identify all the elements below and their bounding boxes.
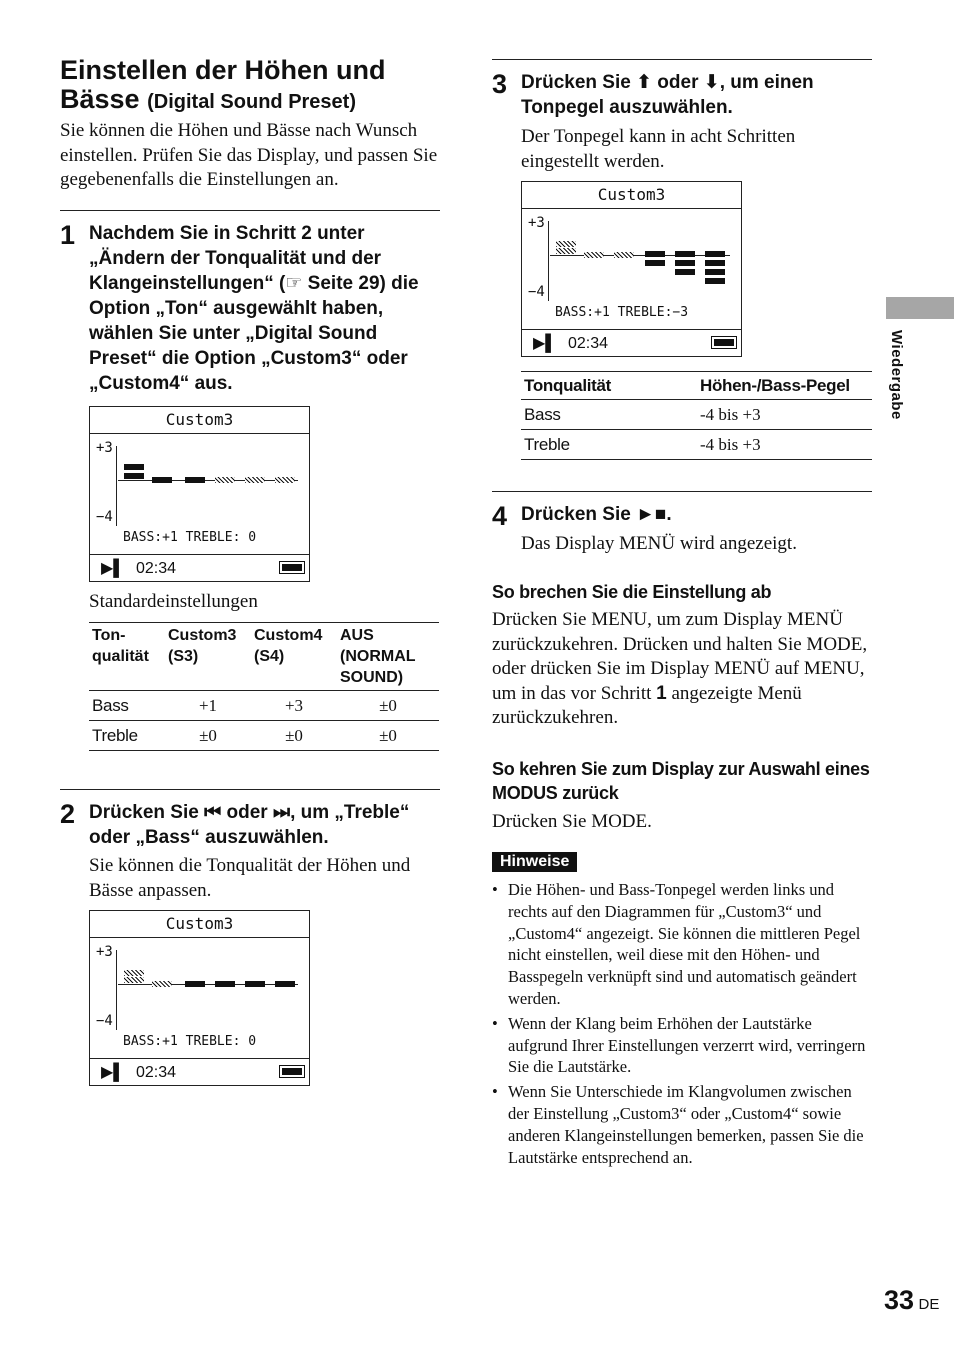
- table-row: Bass +1 +3 ±0: [89, 691, 439, 721]
- display-title: Custom3: [90, 407, 309, 434]
- step-number: 3: [492, 69, 508, 99]
- play-status-bar: [90, 556, 309, 581]
- step3-heading: Drücken Sie ⬆ oder ⬇, um einen Tonpegel auszuwählen.: [521, 72, 814, 118]
- battery-icon: [711, 336, 737, 349]
- status-readout: BASS:+1 TREBLE: 0: [123, 530, 257, 545]
- section-title: Einstellen der Höhen und Bässe (Digital Sound Preset): [60, 55, 386, 114]
- step2-heading: Drücken Sie ⏮ oder ⏭, um „Treble“ oder „Bass“ auszuwählen.: [89, 802, 410, 848]
- play-icon: ▶▌: [101, 1064, 125, 1081]
- up-arrow-icon: ⬆: [636, 72, 653, 93]
- mode-back-body: Drücken Sie MODE.: [492, 811, 652, 832]
- mode-back-heading: So kehren Sie zum Display zur Auswahl eines MODUS zurück: [492, 759, 870, 803]
- eq-graph: +3 −4 BASS:+1 TREBLE:−3: [522, 209, 741, 330]
- battery-icon: [279, 561, 305, 574]
- step-number: 4: [492, 501, 508, 531]
- divider: [60, 210, 440, 211]
- play-status-bar: [90, 1060, 309, 1085]
- lcd-display: [89, 406, 310, 582]
- step1-heading: Nachdem Sie in Schritt 2 unter „Ändern der Tonqualität und der Klangeinstellungen“ (☞ Seite 29) die Option „Ton“ ausgewählt haben, wählen Sie unter „Digital Sound Preset“ die Option „Custom3“ oder „Custom4“ aus.: [89, 223, 419, 394]
- hints-list: [492, 879, 872, 1171]
- side-tab-marker: [886, 297, 954, 319]
- list-item: • Die Höhen- und Bass-Tonpegel werden links und rechts auf den Diagrammen für „Custom3“ und „Custom4“ angezeigt. Sie können die mittleren Pegel nicht einstellen, weil diese mit den Höhen- und Basspegeln verknüpft sind und automatisch geändert werden.: [492, 879, 872, 1010]
- down-arrow-icon: ⬇: [703, 72, 720, 93]
- status-readout: BASS:+1 TREBLE: 0: [123, 1034, 257, 1049]
- display-title: Custom3: [90, 911, 309, 938]
- cancel-body: Drücken Sie MENU, um zum Display MENÜ zurückzukehren. Drücken und halten Sie MODE, oder drücken Sie im Display MENÜ auf MENU, um in das vor Schritt 1 angezeigte Menü zurückzukehren.: [492, 609, 868, 728]
- play-stop-icon: ►■: [636, 504, 667, 525]
- previous-track-icon: ⏮: [204, 802, 222, 823]
- eq-graph: +3 −4 BASS:+1 TREBLE: 0: [90, 938, 309, 1059]
- divider: [492, 59, 872, 60]
- page-number: 33 DE: [884, 1285, 940, 1315]
- step4-heading: Drücken Sie ►■.: [521, 504, 672, 525]
- time-readout: 02:34: [136, 1064, 177, 1081]
- display-title: Custom3: [522, 182, 741, 209]
- play-icon: ▶▌: [533, 335, 557, 352]
- reference-icon: ☞: [285, 273, 303, 294]
- table-row: Bass -4 bis +3: [521, 400, 872, 430]
- play-status-bar: [522, 331, 741, 356]
- list-item: • Wenn der Klang beim Erhöhen der Lautstärke aufgrund Ihrer Einstellungen verzerrt wird, verringern Sie die Lautstärke.: [492, 1013, 872, 1078]
- step3-body: Der Tonpegel kann in acht Schritten eingestellt werden.: [521, 126, 796, 172]
- cancel-heading: So brechen Sie die Einstellung ab: [492, 582, 772, 602]
- level-table: Tonqualität Höhen-/Bass-Pegel Bass -4 bis +3 Treble -4 bis +3: [521, 371, 872, 460]
- step-number: 2: [60, 799, 76, 829]
- intro-text: Sie können die Höhen und Bässe nach Wunsch einstellen. Prüfen Sie das Display, und passen Sie gegebenenfalls die Einstellungen an.: [60, 120, 438, 190]
- step2-body: Sie können die Tonqualität der Höhen und Bässe anpassen.: [89, 855, 411, 901]
- list-item: • Wenn Sie Unterschiede im Klangvolumen zwischen der Einstellung „Custom3“ oder „Custom4“ sowie anderen Klangeinstellungen bemerken, passen Sie die Lautstärke entsprechend an.: [492, 1081, 872, 1168]
- play-icon: ▶▌: [101, 560, 125, 577]
- step-number: 1: [60, 220, 76, 250]
- table-row: Treble ±0 ±0 ±0: [89, 721, 439, 751]
- eq-graph: +3 −4 BASS:+1 TREBLE: 0: [90, 434, 309, 555]
- section-subtitle: (Digital Sound Preset): [147, 91, 356, 113]
- side-tab-label: Wiedergabe: [888, 330, 905, 420]
- default-settings-table: Ton- qualität Custom3 (S3) Custom4 (S4) AUS (NORMAL SOUND) Bass +1 +3 ±0 Treble ±0 ±0 ±0: [89, 622, 439, 751]
- time-readout: 02:34: [568, 335, 609, 352]
- divider: [492, 491, 872, 492]
- table-row: Treble -4 bis +3: [521, 430, 872, 460]
- step4-body: Das Display MENÜ wird angezeigt.: [521, 533, 797, 554]
- time-readout: 02:34: [136, 560, 177, 577]
- divider: [60, 789, 440, 790]
- battery-icon: [279, 1065, 305, 1078]
- lcd-display: [521, 181, 742, 357]
- status-readout: BASS:+1 TREBLE:−3: [555, 305, 689, 320]
- table-caption: Standardeinstellungen: [89, 591, 258, 612]
- next-track-icon: ⏭: [272, 802, 291, 823]
- lcd-display: [89, 910, 310, 1086]
- hints-label: Hinweise: [492, 852, 577, 872]
